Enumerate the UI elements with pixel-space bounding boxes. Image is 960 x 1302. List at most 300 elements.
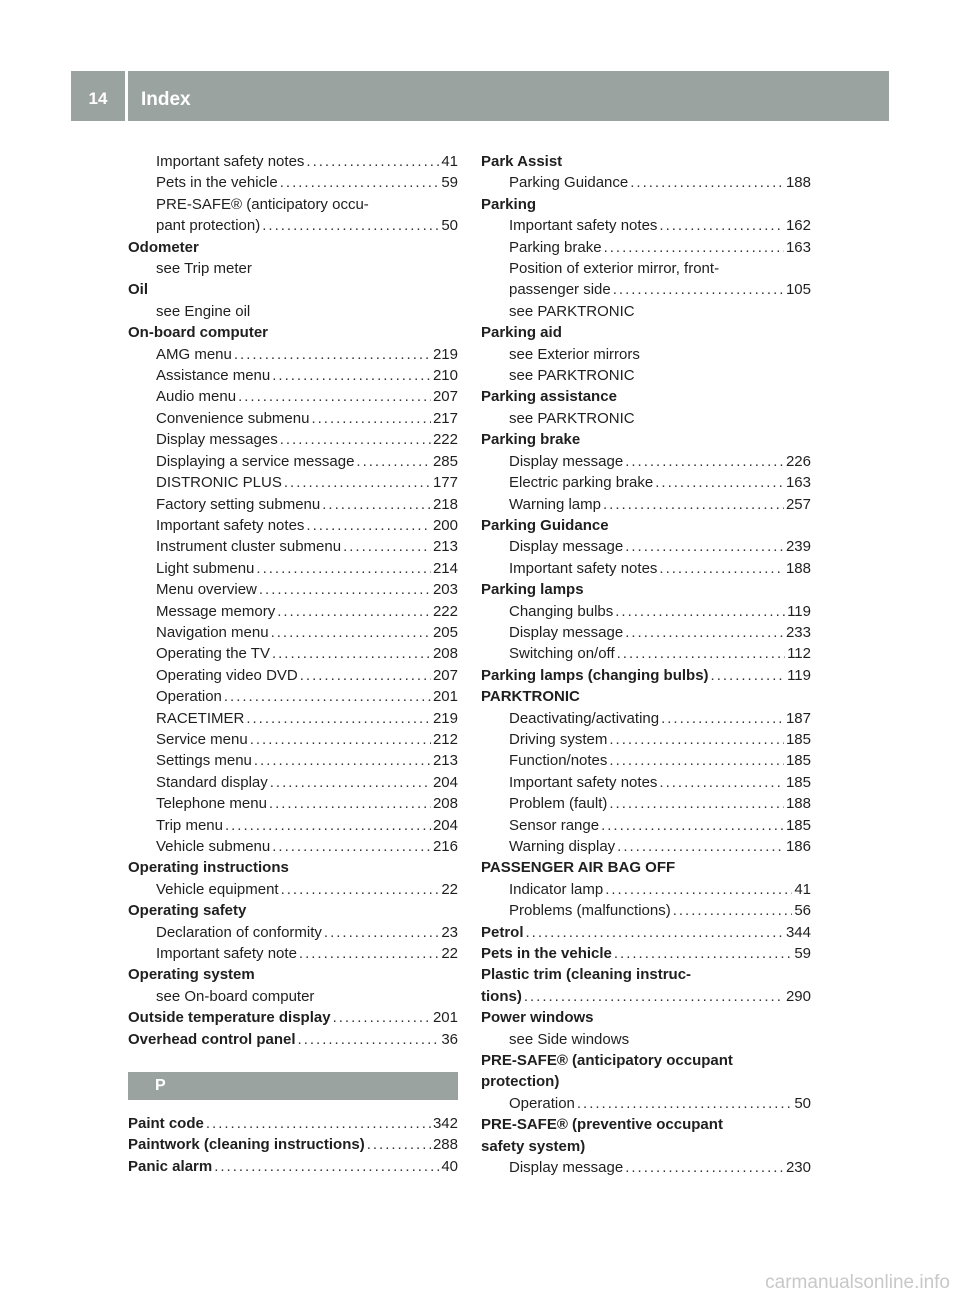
index-entry — [481, 622, 811, 643]
entry-label: Factory setting submenu — [156, 495, 321, 513]
entry-label: Menu overview — [156, 581, 257, 599]
dot-leader — [524, 986, 784, 1007]
dot-leader — [617, 643, 785, 664]
entry-label: Overhead control panel — [128, 1030, 296, 1048]
index-heading — [481, 194, 811, 215]
entry-label: Panic alarm — [128, 1157, 213, 1175]
page-ref: 22 — [441, 945, 458, 963]
page-ref: 230 — [785, 1159, 811, 1177]
dot-leader — [299, 943, 439, 964]
entry-label: Deactivating/activating — [509, 709, 660, 727]
entry-label: Telephone menu — [156, 795, 267, 813]
entry-label: Operating instructions — [128, 859, 289, 877]
index-entry — [128, 986, 458, 1007]
index-entry — [128, 151, 458, 172]
dot-leader — [277, 601, 431, 622]
index-entry — [128, 922, 458, 943]
entry-label: Declaration of conformity — [156, 923, 322, 941]
index-entry — [128, 172, 458, 193]
dot-leader — [659, 558, 784, 579]
index-heading — [481, 686, 811, 707]
index-entry — [481, 344, 811, 365]
index-entry — [481, 750, 811, 771]
index-entry — [128, 879, 458, 900]
entry-label: Vehicle equipment — [156, 880, 279, 898]
index-entry — [128, 686, 458, 707]
page-ref: 208 — [432, 795, 458, 813]
entry-label: Parking aid — [481, 324, 562, 342]
index-entry — [128, 579, 458, 600]
index-entry — [481, 536, 811, 557]
index-entry — [481, 172, 811, 193]
dot-leader — [625, 1157, 784, 1178]
index-heading — [128, 237, 458, 258]
index-entry — [128, 558, 458, 579]
entry-label: Instrument cluster submenu — [156, 538, 342, 556]
page-ref: 188 — [785, 795, 811, 813]
dot-leader — [659, 772, 784, 793]
page-ref: 204 — [432, 773, 458, 791]
index-heading — [481, 151, 811, 172]
page-ref: 59 — [441, 174, 458, 192]
index-entry — [481, 1029, 811, 1050]
page-header — [71, 71, 889, 121]
dot-leader — [367, 1134, 431, 1155]
index-entry — [481, 601, 811, 622]
index-entry — [481, 1093, 811, 1114]
dot-leader — [254, 750, 431, 771]
entry-label: Parking brake — [481, 431, 581, 449]
index-heading — [128, 964, 458, 985]
index-heading — [481, 1136, 811, 1157]
index-entry — [481, 708, 811, 729]
entry-label: protection) — [481, 1073, 560, 1091]
dot-leader — [661, 708, 784, 729]
page-ref: 203 — [432, 581, 458, 599]
page-ref: 50 — [441, 217, 458, 235]
index-entry — [128, 836, 458, 857]
entry-label: Plastic trim (cleaning instruc- — [481, 966, 692, 984]
index-heading — [128, 279, 458, 300]
dot-leader — [324, 922, 439, 943]
page-ref: 22 — [441, 880, 458, 898]
entry-label: PRE-SAFE® (preventive occupant — [481, 1116, 723, 1134]
page-ref: 218 — [432, 495, 458, 513]
entry-label: Display message — [509, 538, 624, 556]
index-entry — [481, 558, 811, 579]
page-ref: 213 — [432, 538, 458, 556]
page-ref: 205 — [432, 623, 458, 641]
entry-label: Audio menu — [156, 388, 237, 406]
entry-label: Important safety notes — [509, 217, 658, 235]
dot-leader — [609, 793, 784, 814]
page-ref: 207 — [432, 666, 458, 684]
index-entry — [481, 237, 811, 258]
index-entry — [481, 772, 811, 793]
dot-leader — [311, 408, 431, 429]
index-entry — [128, 365, 458, 386]
page-ref: 222 — [432, 602, 458, 620]
index-entry — [128, 494, 458, 515]
entry-label: RACETIMER — [156, 709, 245, 727]
dot-leader — [271, 622, 431, 643]
entry-label: Important safety notes — [509, 773, 658, 791]
index-entry — [481, 301, 811, 322]
entry-label: Operating safety — [128, 902, 247, 920]
page-ref: 239 — [785, 538, 811, 556]
dot-leader — [234, 344, 431, 365]
entry-label: Important safety notes — [156, 153, 305, 170]
dot-leader — [526, 922, 784, 943]
page-ref: 213 — [432, 752, 458, 770]
entry-label: see Exterior mirrors — [509, 345, 640, 363]
page-ref: 177 — [432, 474, 458, 492]
index-entry — [481, 365, 811, 386]
entry-label: Display message — [509, 623, 624, 641]
entry-label: Message memory — [156, 602, 276, 620]
index-entry — [128, 708, 458, 729]
dot-leader — [625, 536, 784, 557]
entry-label: Operating video DVD — [156, 666, 298, 684]
dot-leader — [617, 836, 784, 857]
entry-label: Parking Guidance — [481, 516, 609, 534]
index-entry — [481, 494, 811, 515]
page-ref: 200 — [432, 516, 458, 534]
entry-label: PASSENGER AIR BAG OFF — [481, 859, 676, 877]
entry-label: Parking assistance — [481, 388, 617, 406]
index-entry — [481, 815, 811, 836]
index-entry — [128, 258, 458, 279]
index-entry — [481, 836, 811, 857]
index-heading — [481, 943, 811, 964]
entry-label: Pets in the vehicle — [156, 174, 278, 192]
page-ref: 112 — [787, 645, 811, 663]
entry-label: Electric parking brake — [509, 474, 654, 492]
index-entry — [481, 729, 811, 750]
entry-label: tions) — [481, 987, 522, 1005]
index-heading — [128, 1029, 458, 1050]
dot-leader — [225, 815, 431, 836]
page-ref: 36 — [441, 1030, 458, 1048]
entry-label: Important safety notes — [156, 516, 305, 534]
index-entry — [481, 215, 811, 236]
entry-label: Parking brake — [509, 238, 602, 256]
page-number: 14 — [88, 89, 108, 108]
entry-label: Paint code — [128, 1115, 204, 1133]
index-entry — [128, 301, 458, 322]
index-entry — [128, 451, 458, 472]
dot-leader — [250, 729, 431, 750]
index-entry — [481, 279, 811, 300]
page-ref: 201 — [432, 1009, 458, 1027]
entry-label: Convenience submenu — [156, 409, 310, 427]
entry-label: Operating system — [128, 966, 255, 984]
dot-leader — [603, 494, 784, 515]
section-letter: P — [128, 1072, 458, 1100]
index-heading — [481, 857, 811, 878]
dot-leader — [262, 215, 439, 236]
entry-label: Parking Guidance — [509, 174, 629, 192]
entry-label: Displaying a service message — [156, 452, 355, 470]
page-ref: 186 — [785, 838, 811, 855]
index-heading — [481, 665, 811, 686]
dot-leader — [609, 750, 784, 771]
page-ref: 214 — [432, 559, 458, 577]
entry-label: safety system) — [481, 1137, 586, 1155]
page-ref: 41 — [441, 153, 458, 170]
dot-leader — [281, 879, 440, 900]
index-entry — [128, 601, 458, 622]
entry-label: Operating the TV — [156, 645, 270, 663]
entry-label: Driving system — [509, 730, 608, 748]
dot-leader — [609, 729, 784, 750]
index-entry — [481, 793, 811, 814]
index-heading — [481, 922, 811, 943]
entry-label: see PARKTRONIC — [509, 302, 635, 320]
index-entry — [481, 1157, 811, 1178]
page-ref: 119 — [787, 602, 811, 620]
dot-leader — [333, 1007, 431, 1028]
index-entry — [481, 408, 811, 429]
page-ref: 288 — [432, 1136, 458, 1154]
entry-label: Problem (fault) — [509, 795, 608, 813]
entry-label: DISTRONIC PLUS — [156, 474, 282, 492]
entry-label: Petrol — [481, 923, 524, 941]
page-ref: 59 — [794, 945, 811, 963]
dot-leader — [601, 815, 784, 836]
dot-leader — [322, 494, 431, 515]
header-divider — [125, 71, 128, 121]
page-ref: 342 — [432, 1115, 458, 1133]
dot-leader — [306, 515, 431, 536]
page-ref: 233 — [785, 623, 811, 641]
page-ref: 185 — [785, 730, 811, 748]
index-entry — [128, 515, 458, 536]
index-heading — [481, 1050, 811, 1071]
page-ref: 185 — [785, 752, 811, 770]
page-ref: 185 — [785, 773, 811, 791]
index-entry — [128, 472, 458, 493]
dot-leader — [272, 836, 431, 857]
index-entry — [128, 943, 458, 964]
dot-leader — [214, 1156, 439, 1177]
entry-label: see Side windows — [509, 1030, 630, 1048]
dot-leader — [300, 665, 431, 686]
entry-label: PRE-SAFE® (anticipatory occu- — [156, 195, 369, 213]
page-ref: 50 — [794, 1094, 811, 1112]
entry-label: Operation — [509, 1094, 575, 1112]
dot-leader — [259, 579, 431, 600]
entry-label: Paintwork (cleaning instructions) — [128, 1136, 365, 1154]
dot-leader — [269, 793, 431, 814]
index-entry — [128, 429, 458, 450]
index-entry — [481, 258, 811, 279]
entry-label: pant protection) — [156, 217, 261, 235]
entry-label: Navigation menu — [156, 623, 269, 641]
page-ref: 163 — [785, 238, 811, 256]
index-heading — [481, 515, 811, 536]
entry-label: Oil — [128, 281, 149, 299]
entry-label: see Trip meter — [156, 260, 252, 278]
entry-label: Warning lamp — [509, 495, 601, 513]
index-entry — [128, 815, 458, 836]
page-ref: 222 — [432, 431, 458, 449]
index-heading — [481, 386, 811, 407]
dot-leader — [630, 172, 784, 193]
index-heading — [481, 1007, 811, 1028]
entry-label: Standard display — [156, 773, 268, 791]
index-entry — [128, 643, 458, 664]
dot-leader — [625, 451, 784, 472]
entry-label: Sensor range — [509, 816, 600, 834]
page-ref: 201 — [432, 688, 458, 706]
dot-leader — [246, 708, 431, 729]
entry-label: Odometer — [128, 238, 199, 256]
entry-label: Function/notes — [509, 752, 608, 770]
dot-leader — [625, 622, 784, 643]
page-ref: 204 — [432, 816, 458, 834]
index-heading — [481, 964, 811, 985]
index-heading — [481, 986, 811, 1007]
page-ref: 187 — [785, 709, 811, 727]
page-ref: 188 — [785, 174, 811, 192]
index-entry — [128, 729, 458, 750]
entry-label: Switching on/off — [509, 645, 615, 663]
entry-label: Park Assist — [481, 153, 563, 170]
entry-label: Problems (malfunctions) — [509, 902, 671, 920]
entry-label: Important safety notes — [509, 559, 658, 577]
dot-leader — [270, 772, 431, 793]
dot-leader — [298, 1029, 440, 1050]
page-ref: 23 — [441, 923, 458, 941]
page-ref: 41 — [794, 880, 811, 898]
index-entry — [128, 344, 458, 365]
index-heading — [128, 1134, 458, 1155]
entry-label: Outside temperature display — [128, 1009, 331, 1027]
page-ref: 210 — [432, 367, 458, 385]
index-entry — [128, 386, 458, 407]
watermark: carmanualsonline.info — [765, 1272, 950, 1293]
entry-label: On-board computer — [128, 324, 269, 342]
page-ref: 163 — [785, 474, 811, 492]
dot-leader — [615, 601, 785, 622]
index-entry — [481, 472, 811, 493]
dot-leader — [577, 1093, 792, 1114]
entry-label: Display message — [509, 452, 624, 470]
dot-leader — [604, 237, 784, 258]
entry-label: Changing bulbs — [509, 602, 614, 620]
index-entry — [128, 772, 458, 793]
dot-leader — [711, 665, 786, 686]
page-ref: 290 — [785, 987, 811, 1005]
entry-label: Parking — [481, 195, 537, 213]
index-entry — [128, 536, 458, 557]
page-ref: 217 — [432, 409, 458, 427]
entry-label: PRE-SAFE® (anticipatory occupant — [481, 1052, 733, 1070]
page-title: Index — [141, 89, 191, 110]
entry-label: AMG menu — [156, 345, 232, 363]
dot-leader — [673, 900, 793, 921]
page-ref: 226 — [785, 452, 811, 470]
page-ref: 185 — [785, 816, 811, 834]
entry-label: Position of exterior mirror, front- — [509, 260, 720, 278]
index-heading — [128, 857, 458, 878]
index-column-right — [481, 151, 811, 1179]
index-heading — [128, 900, 458, 921]
page-ref: 56 — [794, 902, 811, 920]
entry-label: Indicator lamp — [509, 880, 604, 898]
entry-label: Light submenu — [156, 559, 255, 577]
dot-leader — [306, 151, 439, 172]
entry-label: see On-board computer — [156, 987, 315, 1005]
entry-label: Display message — [509, 1159, 624, 1177]
dot-leader — [272, 643, 431, 664]
dot-leader — [272, 365, 431, 386]
entry-label: see Engine oil — [156, 302, 251, 320]
index-entry — [128, 750, 458, 771]
entry-label: Assistance menu — [156, 367, 271, 385]
dot-leader — [280, 172, 440, 193]
page-ref: 216 — [432, 838, 458, 855]
index-entry — [481, 451, 811, 472]
page-ref: 219 — [432, 709, 458, 727]
index-heading — [128, 1156, 458, 1177]
page-ref: 162 — [785, 217, 811, 235]
entry-label: Vehicle submenu — [156, 838, 271, 855]
page-ref: 212 — [432, 730, 458, 748]
index-heading — [481, 1114, 811, 1135]
entry-label: PARKTRONIC — [481, 688, 580, 706]
entry-label: see PARKTRONIC — [509, 367, 635, 385]
dot-leader — [343, 536, 431, 557]
dot-leader — [356, 451, 431, 472]
page-ref: 285 — [432, 452, 458, 470]
index-heading — [128, 1113, 458, 1134]
page-ref: 208 — [432, 645, 458, 663]
index-heading — [481, 579, 811, 600]
page-ref: 344 — [785, 923, 811, 941]
page-ref: 40 — [441, 1157, 458, 1175]
entry-label: Important safety note — [156, 945, 297, 963]
page-ref: 119 — [787, 666, 811, 684]
entry-label: Parking lamps (changing bulbs) — [481, 666, 709, 684]
entry-label: Operation — [156, 688, 222, 706]
entry-label: Display messages — [156, 431, 278, 449]
dot-leader — [256, 558, 431, 579]
page-ref: 188 — [785, 559, 811, 577]
index-entry — [481, 879, 811, 900]
entry-label: Trip menu — [156, 816, 223, 834]
dot-leader — [659, 215, 784, 236]
page-ref: 257 — [785, 495, 811, 513]
index-entry — [481, 643, 811, 664]
dot-leader — [284, 472, 431, 493]
page-ref: 219 — [432, 345, 458, 363]
dot-leader — [613, 279, 784, 300]
dot-leader — [614, 943, 792, 964]
index-entry — [128, 215, 458, 236]
entry-label: Parking lamps — [481, 581, 584, 599]
entry-label: Pets in the vehicle — [481, 945, 612, 963]
dot-leader — [280, 429, 431, 450]
index-entry — [128, 622, 458, 643]
index-heading — [481, 1071, 811, 1092]
entry-label: passenger side — [509, 281, 611, 299]
page-ref: 207 — [432, 388, 458, 406]
page-ref: 105 — [785, 281, 811, 299]
dot-leader — [224, 686, 431, 707]
index-entry — [128, 194, 458, 215]
